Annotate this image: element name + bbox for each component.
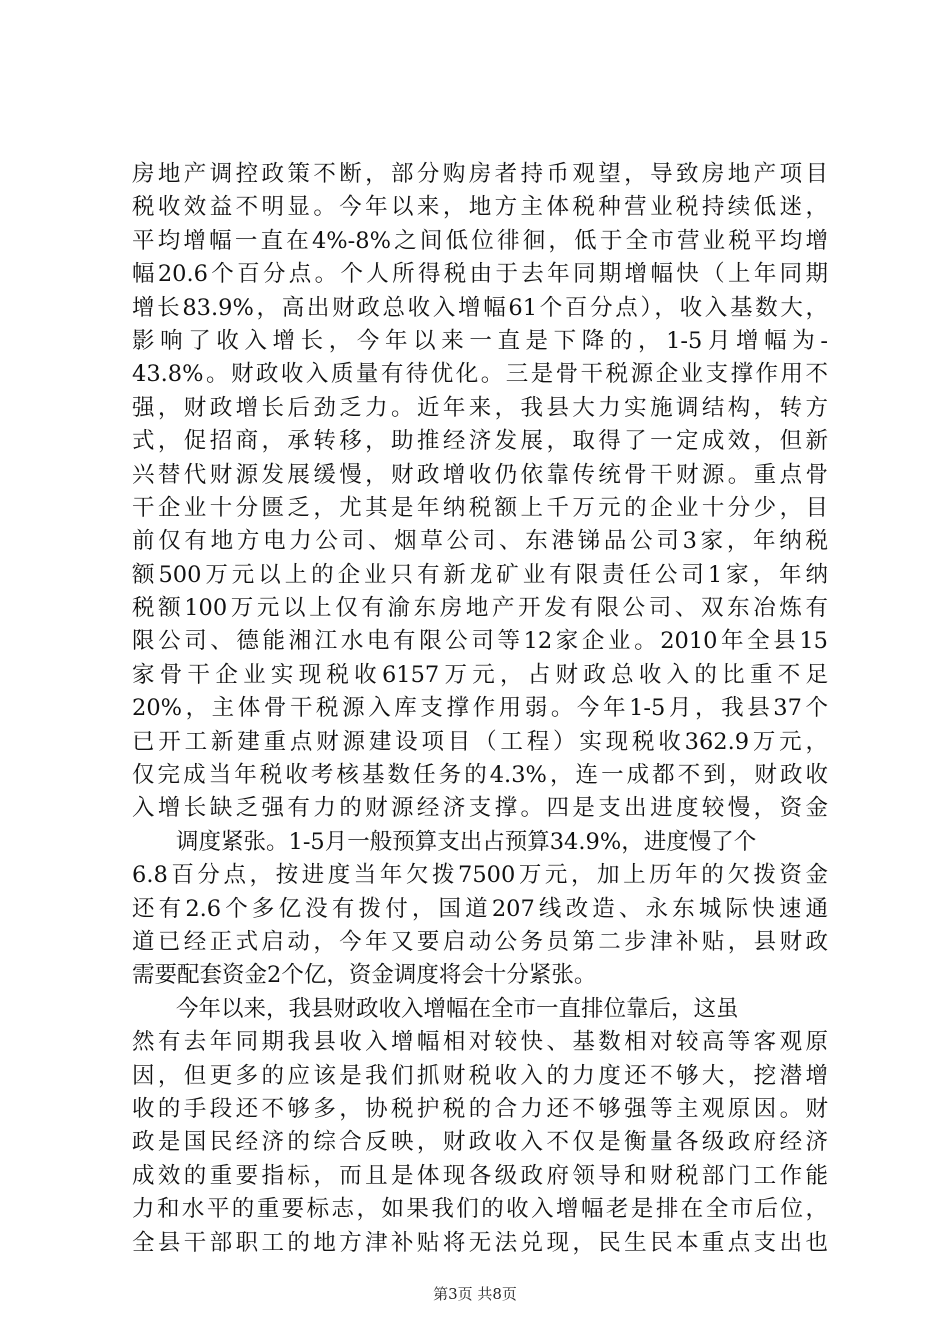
text-line: 税收效益不明显。今年以来，地方主体税种营业税持续低迷，: [132, 194, 828, 221]
text-line: 强，财政增长后劲乏力。近年来，我县大力实施调结构，转方: [132, 394, 828, 421]
text-line: 平均增幅一直在4%-8%之间低位徘徊，低于全市营业税平均增: [132, 227, 828, 254]
text-line: 6.8百分点，按进度当年欠拨7500万元，加上历年的欠拨资金: [132, 862, 828, 889]
text-line: 力和水平的重要标志，如果我们的收入增幅老是排在全市后位，: [132, 1196, 828, 1223]
text-line: 仅完成当年税收考核基数任务的4.3%，连一成都不到，财政收: [132, 762, 828, 789]
paragraph-first-line: 调度紧张。1-5月一般预算支出占预算34.9%，进度慢了个: [176, 828, 757, 855]
text-line: 然有去年同期我县收入增幅相对较快、基数相对较高等客观原: [132, 1029, 828, 1056]
paragraph-first-line: 今年以来，我县财政收入增幅在全市一直排位靠后，这虽: [176, 995, 739, 1022]
text-line: 兴替代财源发展缓慢，财政增收仍依靠传统骨干财源。重点骨: [132, 461, 828, 488]
paragraph-last-line: 需要配套资金2个亿，资金调度将会十分紧张。: [132, 962, 597, 989]
text-line: 全县干部职工的地方津补贴将无法兑现，民生民本重点支出也: [132, 1229, 828, 1256]
text-line: 干企业十分匮乏，尤其是年纳税额上千万元的企业十分少，目: [132, 494, 828, 521]
text-line: 43.8%。财政收入质量有待优化。三是骨干税源企业支撑作用不: [132, 361, 828, 388]
text-line: 20%，主体骨干税源入库支撑作用弱。今年1-5月，我县37个: [132, 695, 828, 722]
text-line: 房地产调控政策不断，部分购房者持币观望，导致房地产项目: [132, 161, 828, 187]
text-line: 入增长缺乏强有力的财源经济支撑。四是支出进度较慢，资金: [132, 795, 828, 822]
text-line: 成效的重要指标，而且是体现各级政府领导和财税部门工作能: [132, 1162, 828, 1189]
text-line: 前仅有地方电力公司、烟草公司、东港锑品公司3家，年纳税: [132, 528, 828, 555]
text-line: 收的手段还不够多，协税护税的合力还不够强等主观原因。财: [132, 1095, 828, 1122]
text-line: 已开工新建重点财源建设项目（工程）实现税收362.9万元，: [132, 728, 828, 755]
text-line: 幅20.6个百分点。个人所得税由于去年同期增幅快（上年同期: [132, 261, 828, 288]
text-line: 还有2.6个多亿没有拨付，国道207线改造、永东城际快速通: [132, 895, 828, 922]
text-line: 道已经正式启动，今年又要启动公务员第二步津补贴，县财政: [132, 928, 828, 955]
page-number-footer: 第3页 共8页: [433, 1285, 517, 1303]
text-line: 额500万元以上的企业只有新龙矿业有限责任公司1家，年纳: [132, 561, 828, 588]
text-line: 家骨干企业实现税收6157万元，占财政总收入的比重不足: [132, 661, 828, 688]
document-body: [132, 158, 828, 1260]
text-line: 政是国民经济的综合反映，财政收入不仅是衡量各级政府经济: [132, 1129, 828, 1156]
text-line: 因，但更多的应该是我们抓财税收入的力度还不够大，挖潜增: [132, 1062, 828, 1089]
text-line: 式，促招商，承转移，助推经济发展，取得了一定成效，但新: [132, 428, 828, 455]
text-line: 影响了收入增长，今年以来一直是下降的，1-5月增幅为-: [132, 327, 828, 354]
text-line: 税额100万元以上仅有渝东房地产开发有限公司、双东冶炼有: [132, 595, 828, 622]
text-line: 限公司、德能湘江水电有限公司等12家企业。2010年全县15: [132, 628, 828, 655]
text-line: 增长83.9%，高出财政总收入增幅61个百分点），收入基数大，: [132, 294, 828, 321]
